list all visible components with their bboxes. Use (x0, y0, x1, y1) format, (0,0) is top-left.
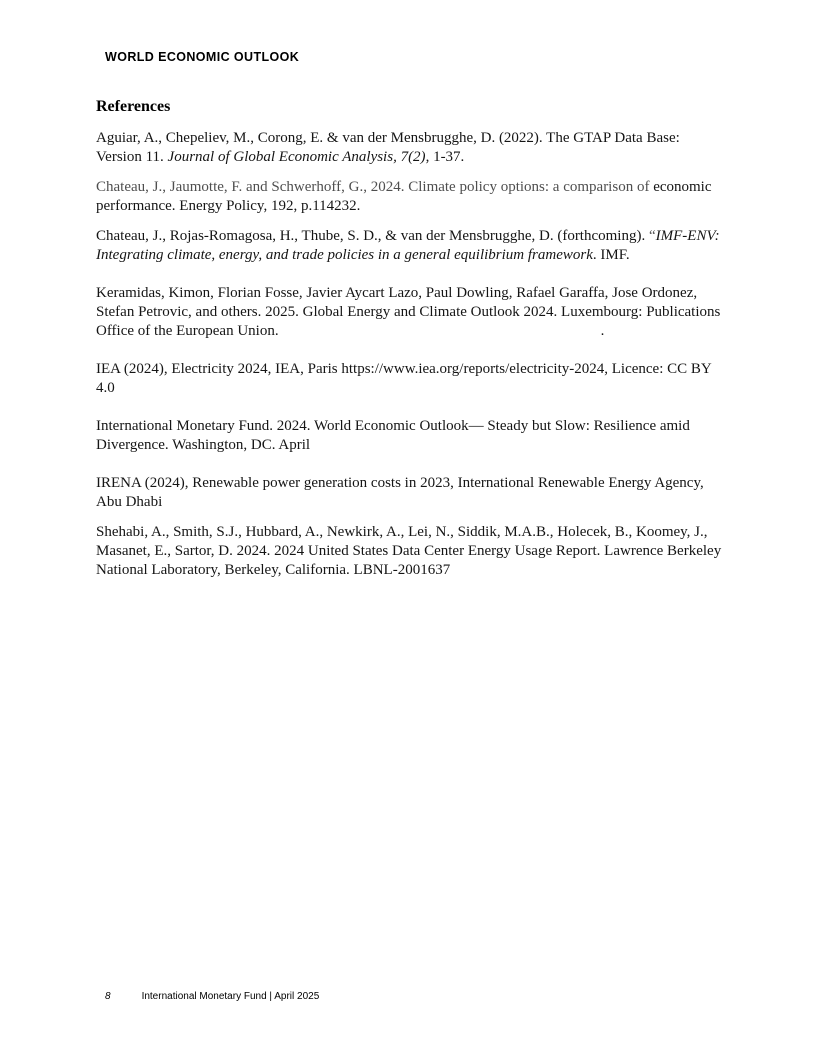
reference-entry (96, 129, 726, 167)
reference-entry (96, 474, 726, 512)
references-list (96, 129, 726, 580)
reference-text: IRENA (2024), Renewable power generation costs in 2023, International Renewable Energy Agency, Abu Dhabi (96, 475, 704, 510)
reference-text: economic performance. Energy Policy, 192, p.114232. (96, 179, 712, 214)
reference-text: IEA (2024), Electricity 2024, IEA, Paris (96, 361, 342, 377)
reference-work-title: IMF-ENV: Integrating climate, energy, and trade policies in a general equilibrium framework (96, 228, 720, 263)
reference-entry (96, 178, 726, 216)
stray-period: . (600, 323, 605, 339)
reference-journal-title: Journal of Global Economic Analysis, 7(2) (167, 149, 426, 165)
open-quote: “ (648, 228, 656, 244)
reference-text: , 1-37. (425, 149, 465, 165)
reference-url-link[interactable]: https://www.iea.org/reports/electricity-2024 (341, 361, 605, 377)
reference-entry (96, 360, 726, 398)
page-number: 8 (105, 991, 111, 1002)
reference-text: , Licence: CC BY 4.0 (96, 361, 712, 396)
section-heading: References (96, 98, 171, 115)
reference-text: Chateau, J., Rojas-Romagosa, H., Thube, S. D., & van der Mensbrugghe, D. (forthcoming). (96, 228, 649, 244)
reference-text: Aguiar, A., Chepeliev, M., Corong, E. & van der Mensbrugghe, D. (2022). The GTAP Data Base: Version 11. (96, 130, 680, 165)
reference-text: Shehabi, A., Smith, S.J., Hubbard, A., Newkirk, A., Lei, N., Siddik, M.A.B., Holecek, B., Koomey, J., Masanet, E., Sartor, D. 2024. 2024 United States Data Center Energy Usage Report. Lawrence Berkeley National Laboratory, Berkeley, California. LBNL-2001637 (96, 524, 722, 578)
reference-entry (96, 523, 726, 580)
page-footer (105, 991, 319, 1002)
reference-entry (96, 284, 726, 341)
reference-text: Keramidas, Kimon, Florian Fosse, Javier Aycart Lazo, Paul Dowling, Rafael Garaffa, Jose Ordonez, Stefan Petrovic, and others. 2025. Global Energy and Climate Outlook 2024. Luxembourg: Publications Office of the European Union. (96, 285, 721, 339)
reference-text: International Monetary Fund. 2024. World Economic Outlook— Steady but Slow: Resilience amid Divergence. Washington, DC. April (96, 418, 690, 453)
reference-text: . IMF. (592, 247, 630, 263)
running-header: WORLD ECONOMIC OUTLOOK (105, 50, 300, 64)
reference-text: Chateau, J., Jaumotte, F. and Schwerhoff, G., 2024. Climate policy options: a comparison of (96, 179, 654, 195)
reference-entry (96, 227, 726, 265)
reference-entry (96, 417, 726, 455)
footer-text: International Monetary Fund | April 2025 (141, 991, 320, 1002)
